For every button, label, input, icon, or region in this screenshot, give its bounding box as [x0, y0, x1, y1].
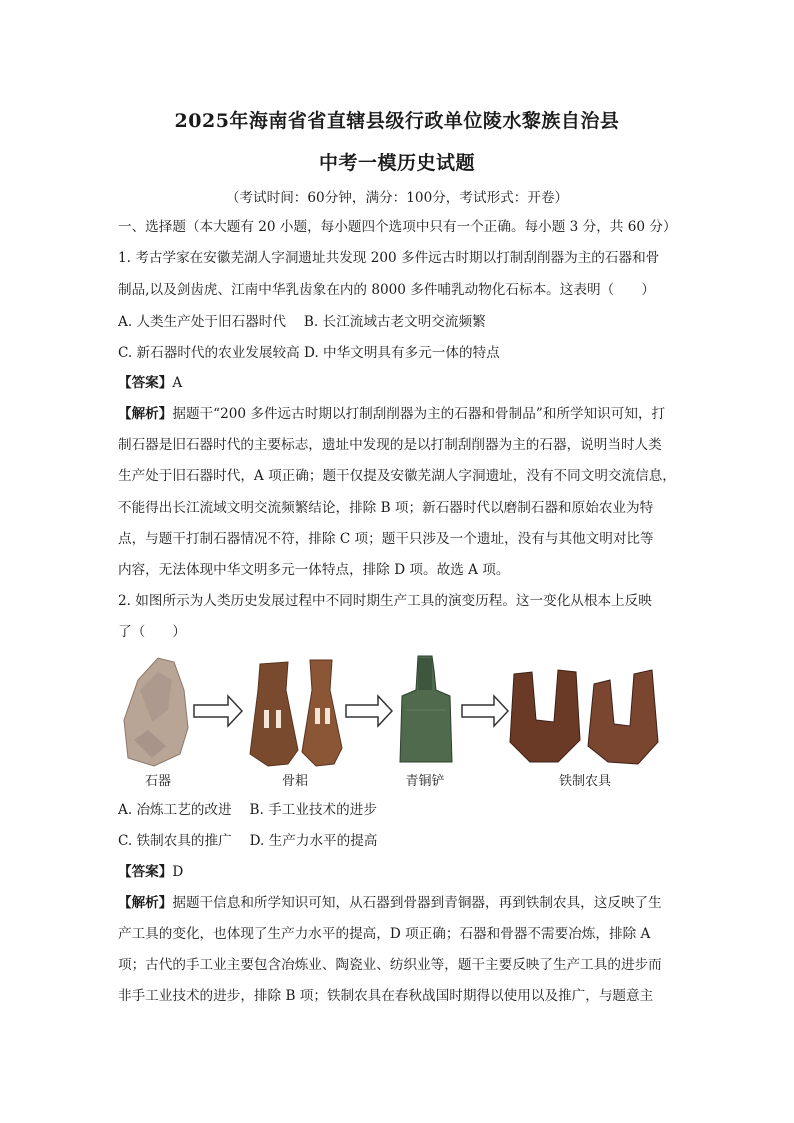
section-heading: 一、选择题（本大题有 20 小题，每小题四个选项中只有一个正确。每小题 3 分，共 60 分） — [118, 219, 677, 235]
q2-analysis-line2: 产工具的变化，也体现了生产力水平的提高，D 项正确；石器和骨器不需要冶炼，排除 A — [118, 926, 651, 942]
answer-label: 【答案】 — [118, 375, 173, 391]
caption-bronze-shovel: 青铜铲 — [405, 774, 445, 789]
arrow-1 — [194, 696, 242, 726]
analysis-label: 【解析】 — [118, 406, 173, 422]
caption-iron-tools: 铁制农具 — [558, 774, 611, 789]
q1-stem-line1: 1. 考古学家在安徽芜湖人字洞遗址共发现 200 多件远古时期以打制刮削器为主的石器和骨 — [118, 250, 660, 266]
q2-stem-line1: 2. 如图所示为人类历史发展过程中不同时期生产工具的演变历程。这一变化从根本上反映 — [118, 593, 652, 609]
q1-analysis-line2: 制石器是旧石器时代的主要标志，遗址中发现的是以打制刮削器为主的石器，说明当时人类 — [118, 437, 662, 453]
q1-analysis-line3: 生产处于旧石器时代，A 项正确；题干仅提及安徽芜湖人字洞遗址，没有不同文明交流信息， — [118, 468, 676, 484]
q2-analysis-line4: 非手工业技术的进步，排除 B 项；铁制农具在春秋战国时期得以使用以及推广，与题意主 — [118, 988, 654, 1004]
exam-title-line2: 中考一模历史试题 — [318, 152, 475, 174]
answer-value: A — [172, 375, 183, 391]
arrow-3 — [462, 696, 508, 726]
q1-options-line2: C. 新石器时代的农业发展较高 D. 中华文明具有多元一体的特点 — [118, 345, 500, 361]
tools-evolution-figure — [118, 650, 678, 790]
q1-analysis-line1 — [118, 404, 684, 424]
answer-value: D — [172, 864, 184, 880]
caption-bone-spade: 骨耜 — [281, 774, 308, 789]
q1-answer — [118, 373, 684, 393]
caption-stone: 石器 — [144, 774, 171, 789]
exam-title-line1: 2025年海南省省直辖县级行政单位陵水黎族自治县 — [174, 110, 620, 132]
bronze-shovel-image — [400, 656, 452, 762]
analysis-label: 【解析】 — [118, 895, 173, 911]
tools-illustration — [118, 650, 678, 770]
answer-label: 【答案】 — [118, 864, 173, 880]
q2-analysis-line1 — [118, 893, 684, 913]
q2-options-line2: C. 铁制农具的推广 D. 生产力水平的提高 — [118, 833, 378, 849]
iron-tools-image — [510, 670, 658, 764]
q2-options-line1: A. 冶炼工艺的改进 B. 手工业技术的进步 — [118, 802, 377, 818]
q1-analysis-line6: 内容，无法体现中华文明多元一体特点，排除 D 项。故选 A 项。 — [118, 562, 510, 578]
q2-answer — [118, 862, 684, 882]
q1-analysis-line5: 点，与题干打制石器情况不符，排除 C 项；题干只涉及一个遗址，没有与其他文明对比等 — [118, 531, 654, 547]
analysis-text: 据题干“200 多件远古时期以打制刮削器为主的石器和骨制品”和所学知识可知，打 — [172, 406, 666, 422]
q1-stem-line2: 制品,以及剑齿虎、江南中华乳齿象在内的 8000 多件哺乳动物化石标本。这表明（ ） — [118, 282, 655, 298]
q2-analysis-line3: 项；古代的手工业主要包含冶炼业、陶瓷业、纺织业等，题干主要反映了生产工具的进步而 — [118, 957, 662, 973]
bone-spade-image — [250, 660, 342, 766]
q1-analysis-line4: 不能得出长江流域文明交流频繁结论，排除 B 项；新石器时代以磨制石器和原始农业为特 — [118, 500, 654, 516]
stone-tool-image — [124, 658, 188, 766]
exam-info: （考试时间：60分钟，满分：100分，考试形式：开卷） — [225, 190, 569, 206]
q1-options-line1: A. 人类生产处于旧石器时代 B. 长江流域古老文明交流频繁 — [118, 314, 486, 330]
analysis-text: 据题干信息和所学知识可知，从石器到骨器到青铜器，再到铁制农具，这反映了生 — [172, 895, 662, 911]
q2-stem-line2: 了（ ） — [118, 624, 186, 640]
arrow-2 — [346, 696, 392, 726]
